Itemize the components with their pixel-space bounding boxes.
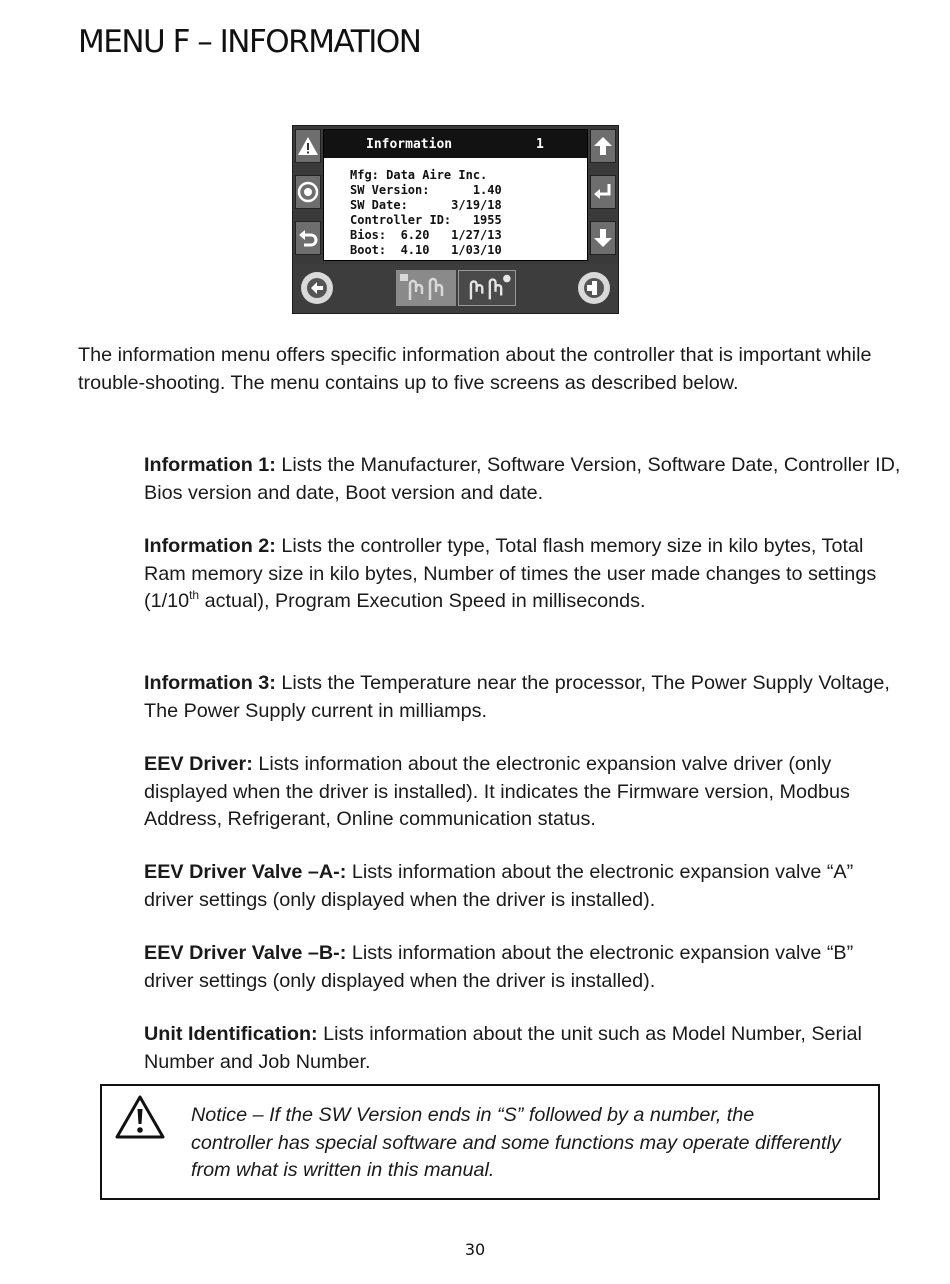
- list-item: [144, 940, 904, 995]
- lcd-display: [323, 129, 588, 261]
- item-text: Lists information about the electronic expansion valve “A” driver settings (only displayed when the driver is installed).: [144, 861, 854, 911]
- arrow-down-icon: [590, 221, 616, 255]
- network-icon: [578, 272, 610, 304]
- list-item: [144, 859, 904, 914]
- notice-box: [100, 1084, 880, 1200]
- lcd-screen-number: 1: [536, 137, 544, 152]
- touch-lock-icon: [396, 270, 516, 306]
- item-label: EEV Driver Valve –B-:: [144, 942, 347, 964]
- menu-circle-icon: [295, 175, 321, 209]
- back-arrow-icon: [301, 272, 333, 304]
- list-item: [144, 670, 904, 725]
- notice-text: Notice – If the SW Version ends in “S” followed by a number, the controller has special software and some functions may operate differently from what is written in this manual.: [191, 1104, 841, 1181]
- lcd-title-bar: [324, 130, 587, 158]
- lcd-line: SW Date: 3/19/18: [350, 198, 502, 212]
- item-label: Information 2:: [144, 535, 276, 557]
- return-icon: [295, 221, 321, 255]
- item-text: Lists information about the electronic expansion valve “B” driver settings (only displayed when the driver is installed).: [144, 942, 854, 992]
- lcd-line: Controller ID: 1955: [350, 213, 502, 227]
- page-number: 30: [464, 1240, 486, 1259]
- item-text: Lists information about the unit such as Model Number, Serial Number and Job Number.: [144, 1023, 862, 1073]
- list-item: [144, 751, 904, 834]
- lcd-line: Mfg: Data Aire Inc.: [350, 168, 488, 182]
- lcd-line: Boot: 4.10 1/03/10: [350, 243, 502, 257]
- item-label: Information 3:: [144, 672, 276, 694]
- page-title: MENU F – INFORMATION: [78, 24, 421, 60]
- item-text: Lists the controller type, Total flash memory size in kilo bytes, Total Ram memory size in kilo bytes, Number of times the user made changes to settings (1/10: [144, 535, 877, 612]
- alarm-icon: [295, 129, 321, 163]
- lcd-title: Information: [366, 137, 453, 152]
- item-label: Information 1:: [144, 454, 276, 476]
- list-item: [144, 452, 904, 507]
- list-item: [144, 533, 904, 616]
- controller-bottom-bar: [293, 264, 618, 313]
- item-superscript: th: [189, 588, 200, 602]
- lcd-line: Bios: 6.20 1/27/13: [350, 228, 502, 242]
- item-label: Unit Identification:: [144, 1023, 318, 1045]
- item-text: Lists the Manufacturer, Software Version, Software Date, Controller ID, Bios version and date, Boot version and date.: [144, 454, 901, 504]
- item-label: EEV Driver:: [144, 753, 253, 775]
- item-text: actual), Program Execution Speed in milliseconds.: [199, 590, 646, 612]
- intro-paragraph: The information menu offers specific information about the controller that is important while trouble-shooting. The menu contains up to five screens as described below.: [78, 344, 872, 394]
- item-label: EEV Driver Valve –A-:: [144, 861, 347, 883]
- warning-triangle-icon: [114, 1094, 166, 1140]
- item-text: Lists the Temperature near the processor, The Power Supply Voltage, The Power Supply current in milliamps.: [144, 672, 890, 722]
- arrow-up-icon: [590, 129, 616, 163]
- item-text: Lists information about the electronic expansion valve driver (only displayed when the driver is installed). It indicates the Firmware version, Modbus Address, Refrigerant, Online communication status.: [144, 753, 850, 830]
- enter-icon: [590, 175, 616, 209]
- lcd-line: SW Version: 1.40: [350, 183, 502, 197]
- list-item: [144, 1021, 904, 1076]
- controller-screen-image: [292, 125, 619, 314]
